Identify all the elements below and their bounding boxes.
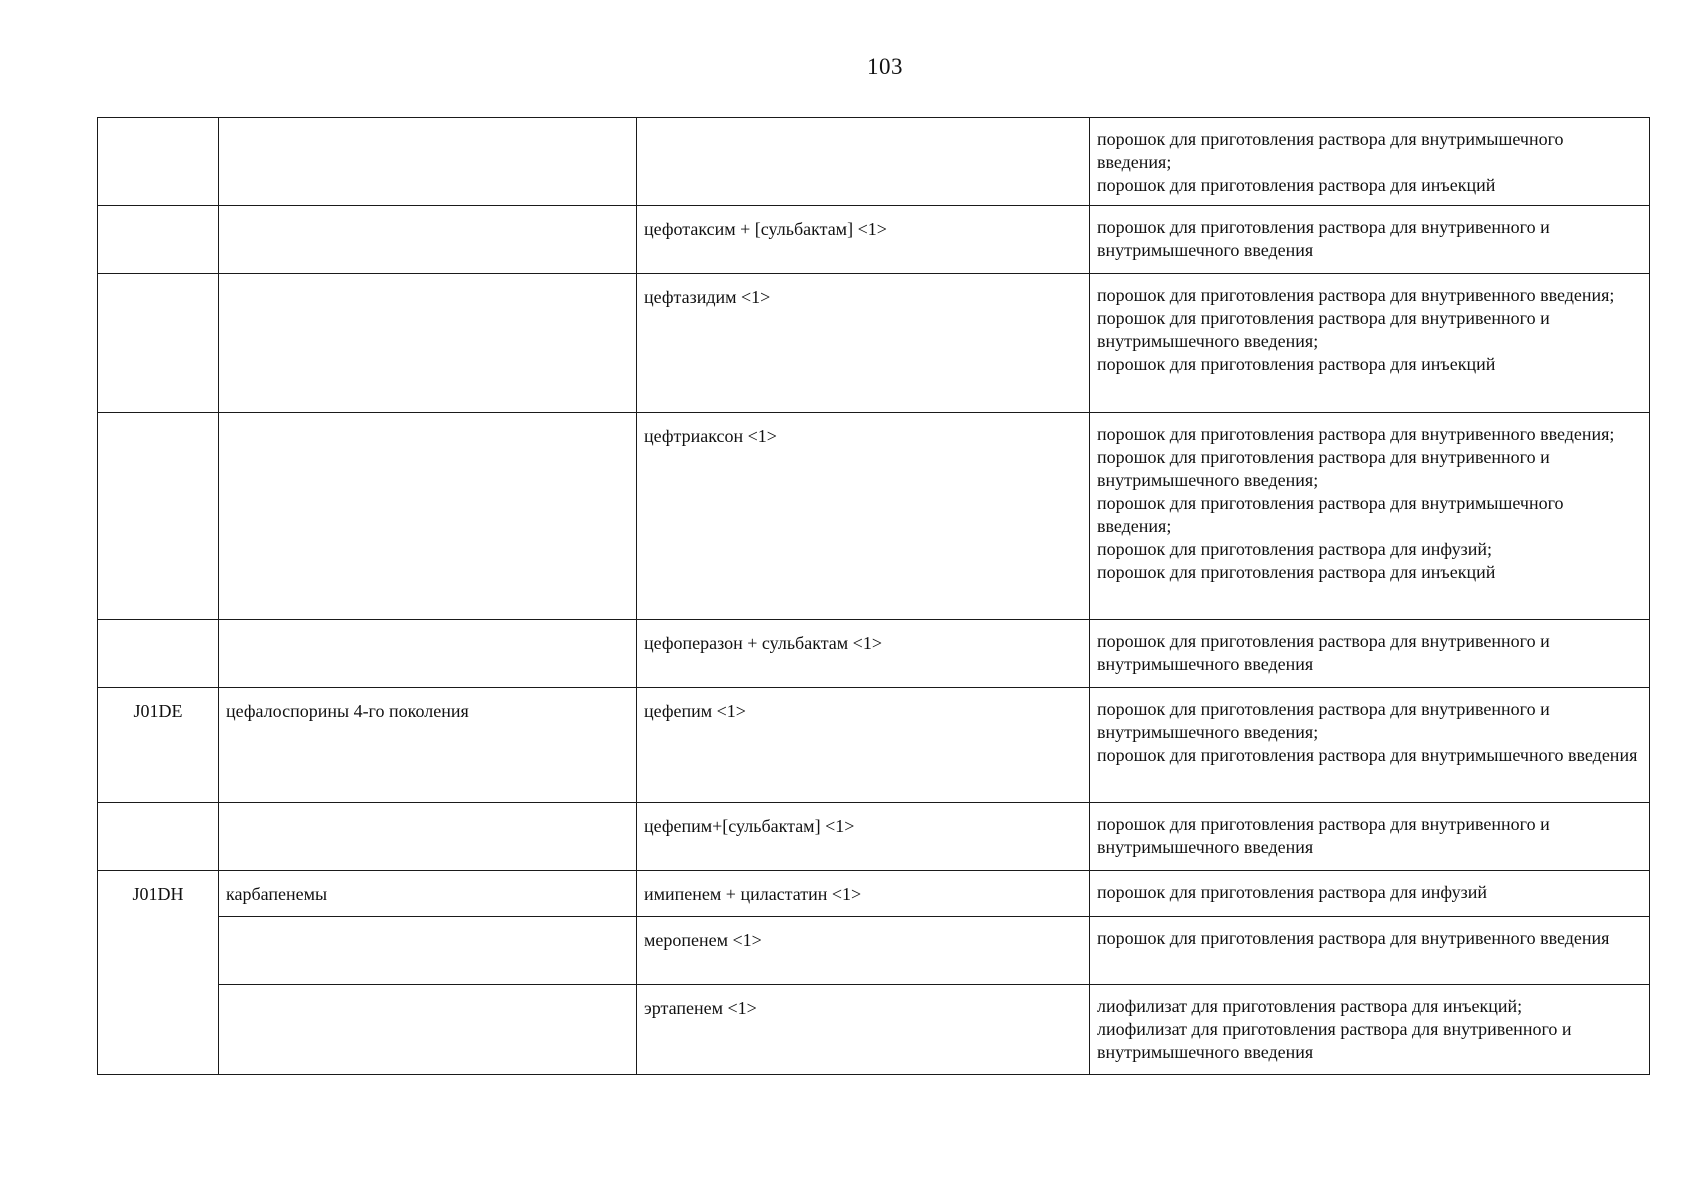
dosage-form-line: порошок для приготовления раствора для внутривенного введения xyxy=(1097,928,1610,948)
drug-name-cell: цефотаксим + [сульбактам] <1> xyxy=(637,206,1090,274)
dosage-forms-cell xyxy=(1090,871,1650,917)
drug-name-cell: цефтазидим <1> xyxy=(637,274,1090,413)
group-name-cell xyxy=(219,206,637,274)
group-name-cell xyxy=(219,620,637,688)
dosage-form-line: порошок для приготовления раствора для внутривенного и внутримышечного введения xyxy=(1097,217,1550,260)
drug-name-cell xyxy=(637,118,1090,206)
group-name-cell xyxy=(219,413,637,620)
dosage-form-line: порошок для приготовления раствора для инъекций xyxy=(1097,175,1496,195)
table-row xyxy=(98,803,1650,871)
table-row xyxy=(98,118,1650,206)
drug-name-cell: меропенем <1> xyxy=(637,917,1090,985)
atc-code-cell xyxy=(98,803,219,871)
table-row xyxy=(98,985,1650,1075)
atc-code-cell xyxy=(98,118,219,206)
drug-name-cell: цефепим <1> xyxy=(637,688,1090,803)
atc-code-cell xyxy=(98,413,219,620)
dosage-form-line: порошок для приготовления раствора для внутримышечного введения; xyxy=(1097,493,1564,536)
dosage-forms-cell xyxy=(1090,917,1650,985)
dosage-forms-cell xyxy=(1090,206,1650,274)
dosage-form-line: порошок для приготовления раствора для внутривенного и внутримышечного введения; xyxy=(1097,308,1550,351)
group-name-cell: цефалоспорины 4-го поколения xyxy=(219,688,637,803)
drug-name-cell: эртапенем <1> xyxy=(637,985,1090,1075)
atc-code-cell xyxy=(98,274,219,413)
dosage-form-line: порошок для приготовления раствора для внутривенного и внутримышечного введения; xyxy=(1097,447,1550,490)
atc-code-cell xyxy=(98,620,219,688)
dosage-forms-cell xyxy=(1090,274,1650,413)
group-name-cell: карбапенемы xyxy=(219,871,637,917)
table-row xyxy=(98,688,1650,803)
drug-table-body xyxy=(98,118,1650,1075)
drug-name-cell: имипенем + циластатин <1> xyxy=(637,871,1090,917)
dosage-form-line: порошок для приготовления раствора для инфузий; xyxy=(1097,539,1493,559)
dosage-forms-cell xyxy=(1090,118,1650,206)
dosage-form-line: порошок для приготовления раствора для внутривенного и внутримышечного введения; xyxy=(1097,699,1550,742)
dosage-forms-cell xyxy=(1090,688,1650,803)
dosage-form-line: порошок для приготовления раствора для внутривенного и внутримышечного введения xyxy=(1097,814,1550,857)
drug-name-cell: цефоперазон + сульбактам <1> xyxy=(637,620,1090,688)
atc-code-cell: J01DE xyxy=(98,688,219,803)
table-row xyxy=(98,620,1650,688)
drug-name-cell: цефепим+[сульбактам] <1> xyxy=(637,803,1090,871)
dosage-form-line: порошок для приготовления раствора для инфузий xyxy=(1097,882,1488,902)
group-name-cell xyxy=(219,985,637,1075)
table-row xyxy=(98,917,1650,985)
dosage-forms-cell xyxy=(1090,803,1650,871)
dosage-forms-cell xyxy=(1090,620,1650,688)
dosage-form-line: лиофилизат для приготовления раствора для внутривенного и внутримышечного введения xyxy=(1097,1019,1572,1062)
atc-code-cell: J01DH xyxy=(98,871,219,1075)
group-name-cell xyxy=(219,118,637,206)
dosage-form-line: лиофилизат для приготовления раствора для инъекций; xyxy=(1097,996,1523,1016)
group-name-cell xyxy=(219,803,637,871)
page-number: 103 xyxy=(867,54,903,79)
table-row xyxy=(98,413,1650,620)
dosage-form-line: порошок для приготовления раствора для внутривенного введения; xyxy=(1097,424,1615,444)
group-name-cell xyxy=(219,917,637,985)
dosage-form-line: порошок для приготовления раствора для внутривенного введения; xyxy=(1097,285,1615,305)
table-row xyxy=(98,206,1650,274)
dosage-form-line: порошок для приготовления раствора для внутримышечного введения; xyxy=(1097,129,1564,172)
drug-name-cell: цефтриаксон <1> xyxy=(637,413,1090,620)
table-row xyxy=(98,871,1650,917)
dosage-form-line: порошок для приготовления раствора для инъекций xyxy=(1097,562,1496,582)
dosage-form-line: порошок для приготовления раствора для внутривенного и внутримышечного введения xyxy=(1097,631,1550,674)
table-row xyxy=(98,274,1650,413)
dosage-form-line: порошок для приготовления раствора для внутримышечного введения xyxy=(1097,745,1638,765)
dosage-forms-cell xyxy=(1090,985,1650,1075)
dosage-forms-cell xyxy=(1090,413,1650,620)
drug-table xyxy=(97,117,1650,1075)
atc-code-cell xyxy=(98,206,219,274)
dosage-form-line: порошок для приготовления раствора для инъекций xyxy=(1097,354,1496,374)
group-name-cell xyxy=(219,274,637,413)
